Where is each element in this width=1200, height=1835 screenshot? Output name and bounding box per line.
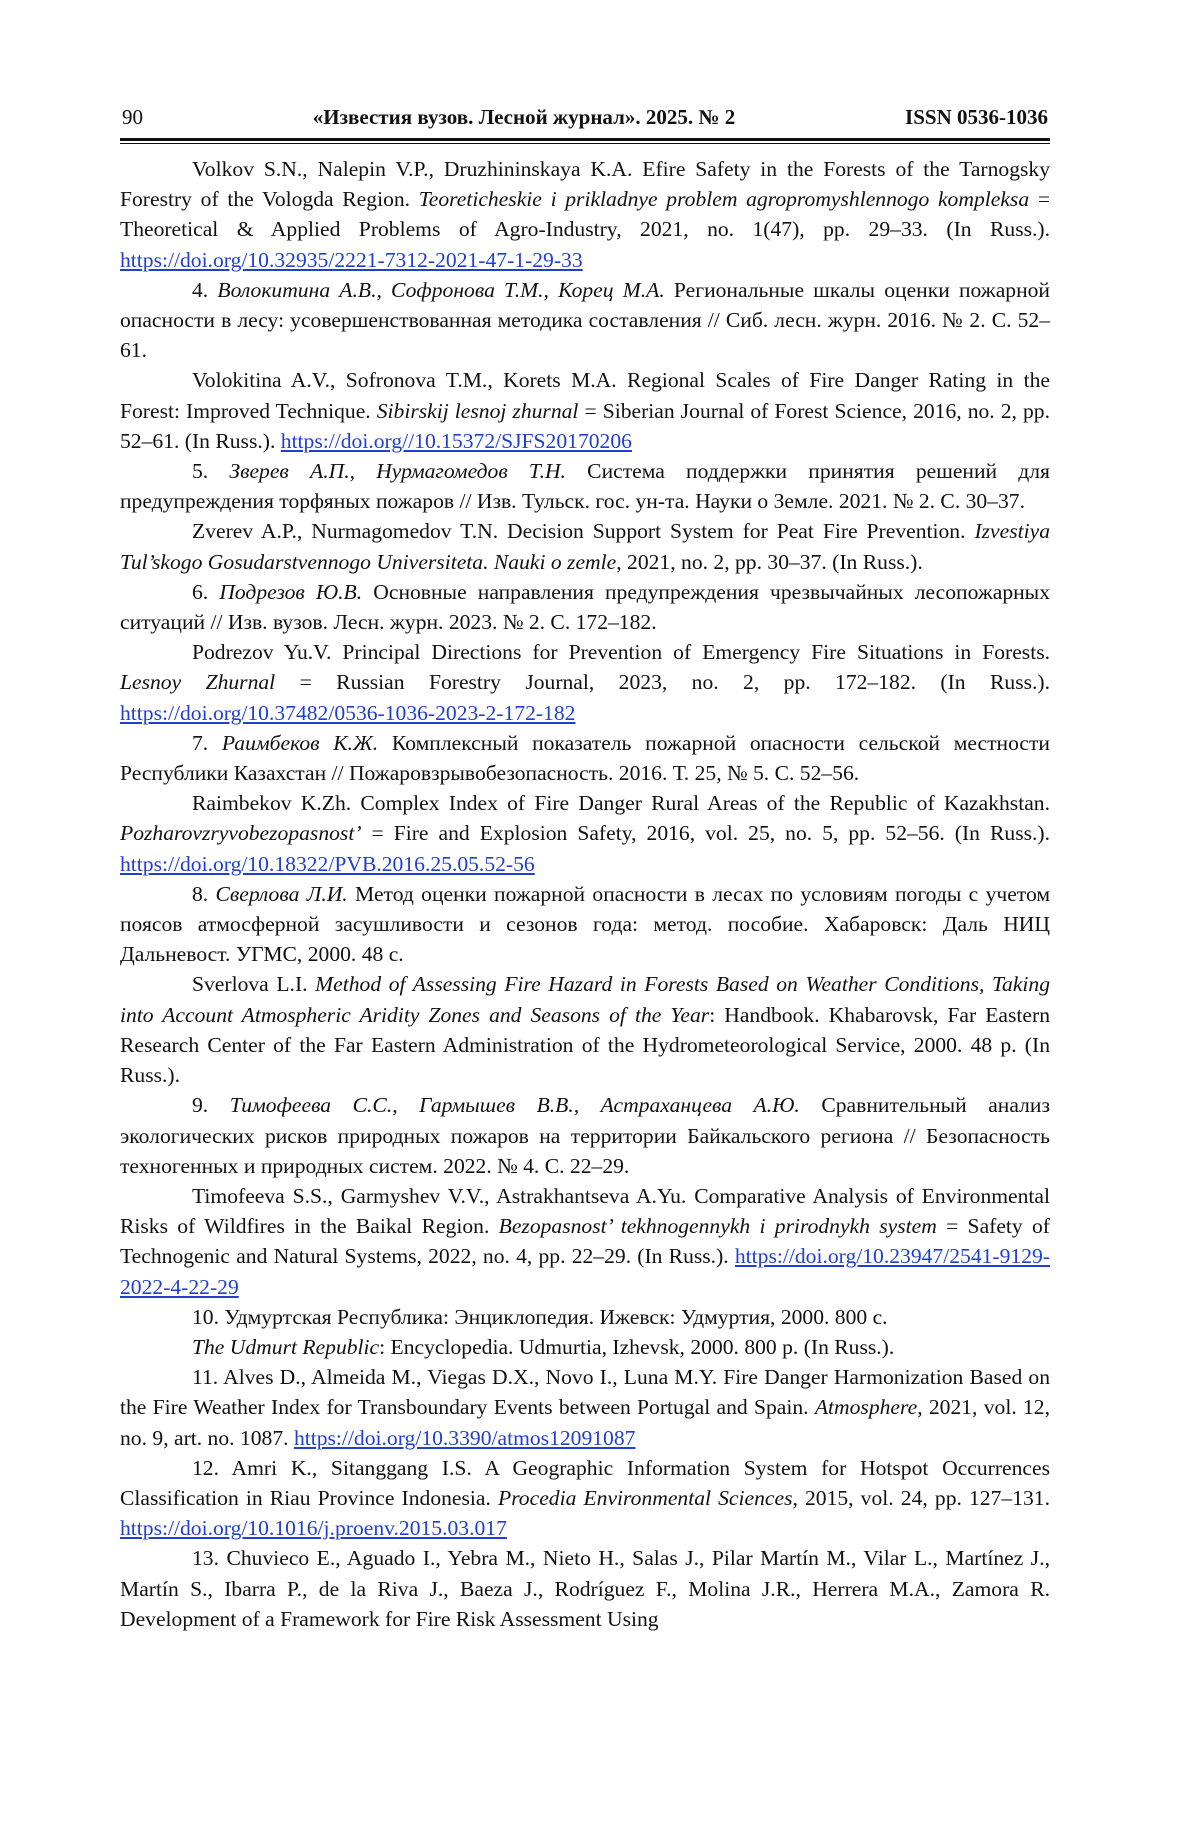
doi-link[interactable]: https://doi.org/10.3390/atmos12091087 bbox=[294, 1426, 636, 1450]
reference-entry: Volokitina A.V., Sofronova T.M., Korets M.A. Regional Scales of Fire Danger Rating in the Forest: Improved Technique. Sibirskij lesnoj zhurnal = Siberian Journal of Forest Science, 2016, no. 2, pp. 52–61. (In Russ.). https://doi.org//10.15372/SJFS20170206 bbox=[120, 365, 1050, 456]
reference-entry: 6. Подрезов Ю.В. Основные направления предупреждения чрезвычайных лесопожарных ситуаций // Изв. вузов. Лесн. журн. 2023. № 2. С. 172–182. bbox=[120, 577, 1050, 637]
reference-entry: 5. Зверев А.П., Нурмагомедов Т.Н. Система поддержки принятия решений для предупреждения торфяных пожаров // Изв. Тульск. гос. ун-та. Науки о Земле. 2021. № 2. С. 30–37. bbox=[120, 456, 1050, 516]
reference-entry: Timofeeva S.S., Garmyshev V.V., Astrakhantseva A.Yu. Comparative Analysis of Environmental Risks of Wildfires in the Baikal Region. Bezopasnost’ tekhnogennykh i prirodnykh system = Safety of Technogenic and Natural Systems, 2022, no. 4, pp. 22–29. (In Russ.). https://doi.org/10.23947/2541-9129-2022-4-22-29 bbox=[120, 1181, 1050, 1302]
reference-entry: 7. Раимбеков К.Ж. Комплексный показатель пожарной опасности сельской местности Республики Казахстан // Пожаровзрывобезопасность. 2016. Т. 25, № 5. С. 52–56. bbox=[120, 728, 1050, 788]
running-header bbox=[120, 105, 1050, 136]
reference-entry: 13. Chuvieco E., Aguado I., Yebra M., Nieto H., Salas J., Pilar Martín M., Vilar L., Martínez J., Martín S., Ibarra P., de la Riva J., Baeza J., Rodríguez F., Molina J.R., Herrera M.A., Zamora R. Development of a Framework for Fire Risk Assessment Using bbox=[120, 1543, 1050, 1634]
doi-link[interactable]: https://doi.org/10.1016/j.proenv.2015.03.017 bbox=[120, 1516, 507, 1540]
reference-entry: Zverev A.P., Nurmagomedov T.N. Decision Support System for Peat Fire Prevention. Izvestiya Tul’skogo Gosudarstvennogo Universiteta. Nauki o zemle, 2021, no. 2, pp. 30–37. (In Russ.). bbox=[120, 516, 1050, 576]
reference-entry: Raimbekov K.Zh. Complex Index of Fire Danger Rural Areas of the Republic of Kazakhstan. Pozharovzryvobezopasnost’ = Fire and Explosion Safety, 2016, vol. 25, no. 5, pp. 52–56. (In Russ.). https://doi.org/10.18322/PVB.2016.25.05.52-56 bbox=[120, 788, 1050, 879]
reference-entry: 12. Amri K., Sitanggang I.S. A Geographic Information System for Hotspot Occurrences Classification in Riau Province Indonesia. Procedia Environmental Sciences, 2015, vol. 24, pp. 127–131. https://doi.org/10.1016/j.proenv.2015.03.017 bbox=[120, 1453, 1050, 1544]
header-rule-thin bbox=[120, 143, 1050, 144]
doi-link[interactable]: https://doi.org/10.23947/2541-9129-2022-4-22-29 bbox=[120, 1244, 1050, 1298]
doi-link[interactable]: https://doi.org/10.37482/0536-1036-2023-2-172-182 bbox=[120, 701, 575, 725]
reference-entry: Volkov S.N., Nalepin V.P., Druzhininskaya K.A. Efire Safety in the Forests of the Tarnogsky Forestry of the Vologda Region. Teoreticheskie i prikladnye problem agropromyshlennogo kompleksa = Theoretical & Applied Problems of Agro-Industry, 2021, no. 1(47), pp. 29–33. (In Russ.). https://doi.org/10.32935/2221-7312-2021-47-1-29-33 bbox=[120, 154, 1050, 275]
reference-entry: Sverlova L.I. Method of Assessing Fire Hazard in Forests Based on Weather Conditions, Taking into Account Atmospheric Aridity Zones and Seasons of the Year: Handbook. Khabarovsk, Far Eastern Research Center of the Far Eastern Administration of the Hydrometeorological Service, 2000. 48 p. (In Russ.). bbox=[120, 969, 1050, 1090]
journal-title: «Известия вузов. Лесной журнал». 2025. № 2 bbox=[313, 105, 735, 130]
header-rule-thick bbox=[120, 138, 1050, 141]
reference-entry: 8. Сверлова Л.И. Метод оценки пожарной опасности в лесах по условиям погоды с учетом поясов атмосферной засушливости и сезонов года: метод. пособие. Хабаровск: Даль НИЦ Дальневост. УГМС, 2000. 48 с. bbox=[120, 879, 1050, 970]
reference-list bbox=[120, 154, 1050, 1634]
doi-link[interactable]: https://doi.org/10.18322/PVB.2016.25.05.52-56 bbox=[120, 852, 535, 876]
reference-entry: Podrezov Yu.V. Principal Directions for Prevention of Emergency Fire Situations in Forests. Lesnoy Zhurnal = Russian Forestry Journal, 2023, no. 2, pp. 172–182. (In Russ.). https://doi.org/10.37482/0536-1036-2023-2-172-182 bbox=[120, 637, 1050, 728]
reference-entry: 11. Alves D., Almeida M., Viegas D.X., Novo I., Luna M.Y. Fire Danger Harmonization Based on the Fire Weather Index for Transboundary Events between Portugal and Spain. Atmosphere, 2021, vol. 12, no. 9, art. no. 1087. https://doi.org/10.3390/atmos12091087 bbox=[120, 1362, 1050, 1453]
issn: ISSN 0536-1036 bbox=[905, 105, 1048, 130]
reference-entry: 4. Волокитина А.В., Софронова Т.М., Корец М.А. Региональные шкалы оценки пожарной опасности в лесу: усовершенствованная методика составления // Сиб. лесн. журн. 2016. № 2. С. 52–61. bbox=[120, 275, 1050, 366]
reference-entry: 9. Тимофеева С.С., Гармышев В.В., Астраханцева А.Ю. Сравнительный анализ экологических рисков природных пожаров на территории Байкальского региона // Безопасность техногенных и природных систем. 2022. № 4. С. 22–29. bbox=[120, 1090, 1050, 1181]
journal-page bbox=[120, 105, 1050, 1634]
reference-entry: The Udmurt Republic: Encyclopedia. Udmurtia, Izhevsk, 2000. 800 p. (In Russ.). bbox=[120, 1332, 1050, 1362]
page-number: 90 bbox=[122, 105, 143, 130]
doi-link[interactable]: https://doi.org/10.32935/2221-7312-2021-47-1-29-33 bbox=[120, 248, 583, 272]
doi-link[interactable]: https://doi.org//10.15372/SJFS20170206 bbox=[281, 429, 632, 453]
reference-entry: 10. Удмуртская Республика: Энциклопедия. Ижевск: Удмуртия, 2000. 800 с. bbox=[120, 1302, 1050, 1332]
